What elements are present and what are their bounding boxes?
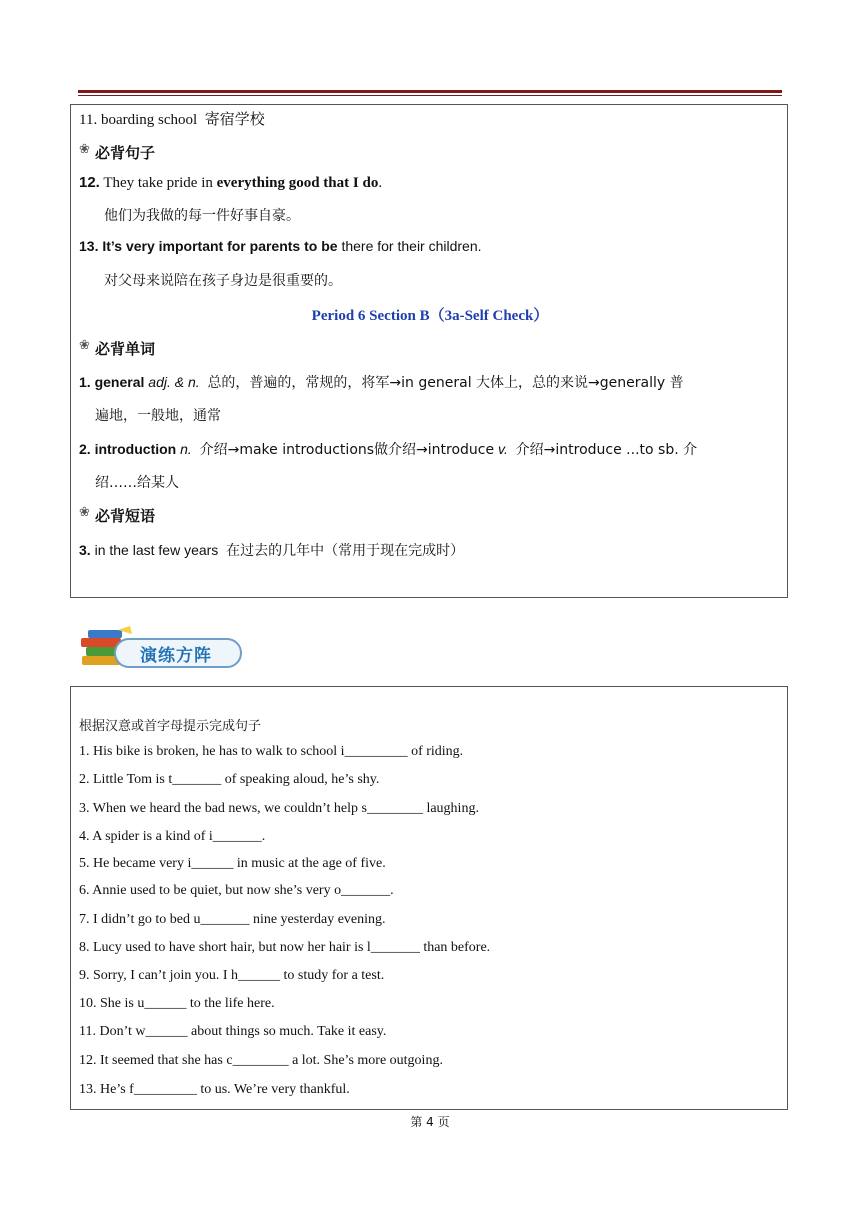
exercise-6: 6. Annie used to be quiet, but now she’s very o_______. <box>79 883 394 898</box>
item-12: 12. They take pride in everything good that I do. <box>79 174 383 191</box>
flower-icon <box>79 508 93 522</box>
practice-banner <box>78 626 242 672</box>
exercise-3: 3. When we heard the bad news, we couldn’t help s________ laughing. <box>79 801 479 816</box>
exercise-9: 9. Sorry, I can’t join you. I h______ to study for a test. <box>79 968 385 983</box>
item-1-cont: 遍地，一般地，通常 <box>95 408 221 424</box>
item-3: 3. in the last few years 在过去的几年中（常用于现在完成时） <box>79 542 465 559</box>
heading-sentences: ❀必背句子 <box>79 142 155 163</box>
item-12-translation: 他们为我做的每一件好事自豪。 <box>104 208 300 224</box>
exercise-13: 13. He’s f_________ to us. We’re very thankful. <box>79 1082 350 1097</box>
exercise-instruction: 根据汉意或首字母提示完成句子 <box>79 719 262 734</box>
item-13-translation: 对父母来说陪在孩子身边是很重要的。 <box>104 273 342 289</box>
period-title: Period 6 Section B（3a-Self Check） <box>311 308 549 324</box>
exercise-12: 12. It seemed that she has c________ a lot. She’s more outgoing. <box>79 1053 443 1068</box>
exercise-box <box>70 686 788 1110</box>
exercise-2: 2. Little Tom is t_______ of speaking aloud, he’s shy. <box>79 772 380 787</box>
heading-words: ❀必背单词 <box>79 338 155 359</box>
item-2: 2. introduction n. 介绍→make introductions做介绍→introduce v. 介绍→introduce ...to sb. 介 <box>79 441 698 458</box>
heading-phrases: ❀必背短语 <box>79 505 155 526</box>
page-number: 第 4 页 <box>410 1115 450 1129</box>
item-1: 1. general adj. & n. 总的，普遍的，常规的，将军→in general 大体上，总的来说→generally 普 <box>79 374 684 391</box>
vocab-box <box>70 104 788 598</box>
header-rule <box>78 90 782 93</box>
banner-label: 演练方阵 <box>140 646 212 666</box>
exercise-7: 7. I didn’t go to bed u_______ nine yesterday evening. <box>79 912 386 927</box>
exercise-8: 8. Lucy used to have short hair, but now her hair is l_______ than before. <box>79 940 491 955</box>
item-11: 11. boarding school 寄宿学校 <box>79 110 265 128</box>
exercise-10: 10. She is u______ to the life here. <box>79 996 275 1011</box>
exercise-1: 1. His bike is broken, he has to walk to school i_________ of riding. <box>79 744 464 759</box>
flower-icon <box>79 341 93 355</box>
exercise-5: 5. He became very i______ in music at the age of five. <box>79 856 386 871</box>
header-rule-thin <box>78 95 782 96</box>
item-13: 13. It’s very important for parents to be there for their children. <box>79 238 482 254</box>
exercise-4: 4. A spider is a kind of i_______. <box>79 829 266 844</box>
exercise-11: 11. Don’t w______ about things so much. Take it easy. <box>79 1024 387 1039</box>
item-2-cont: 绍……给某人 <box>95 475 179 491</box>
flower-icon <box>79 145 93 159</box>
